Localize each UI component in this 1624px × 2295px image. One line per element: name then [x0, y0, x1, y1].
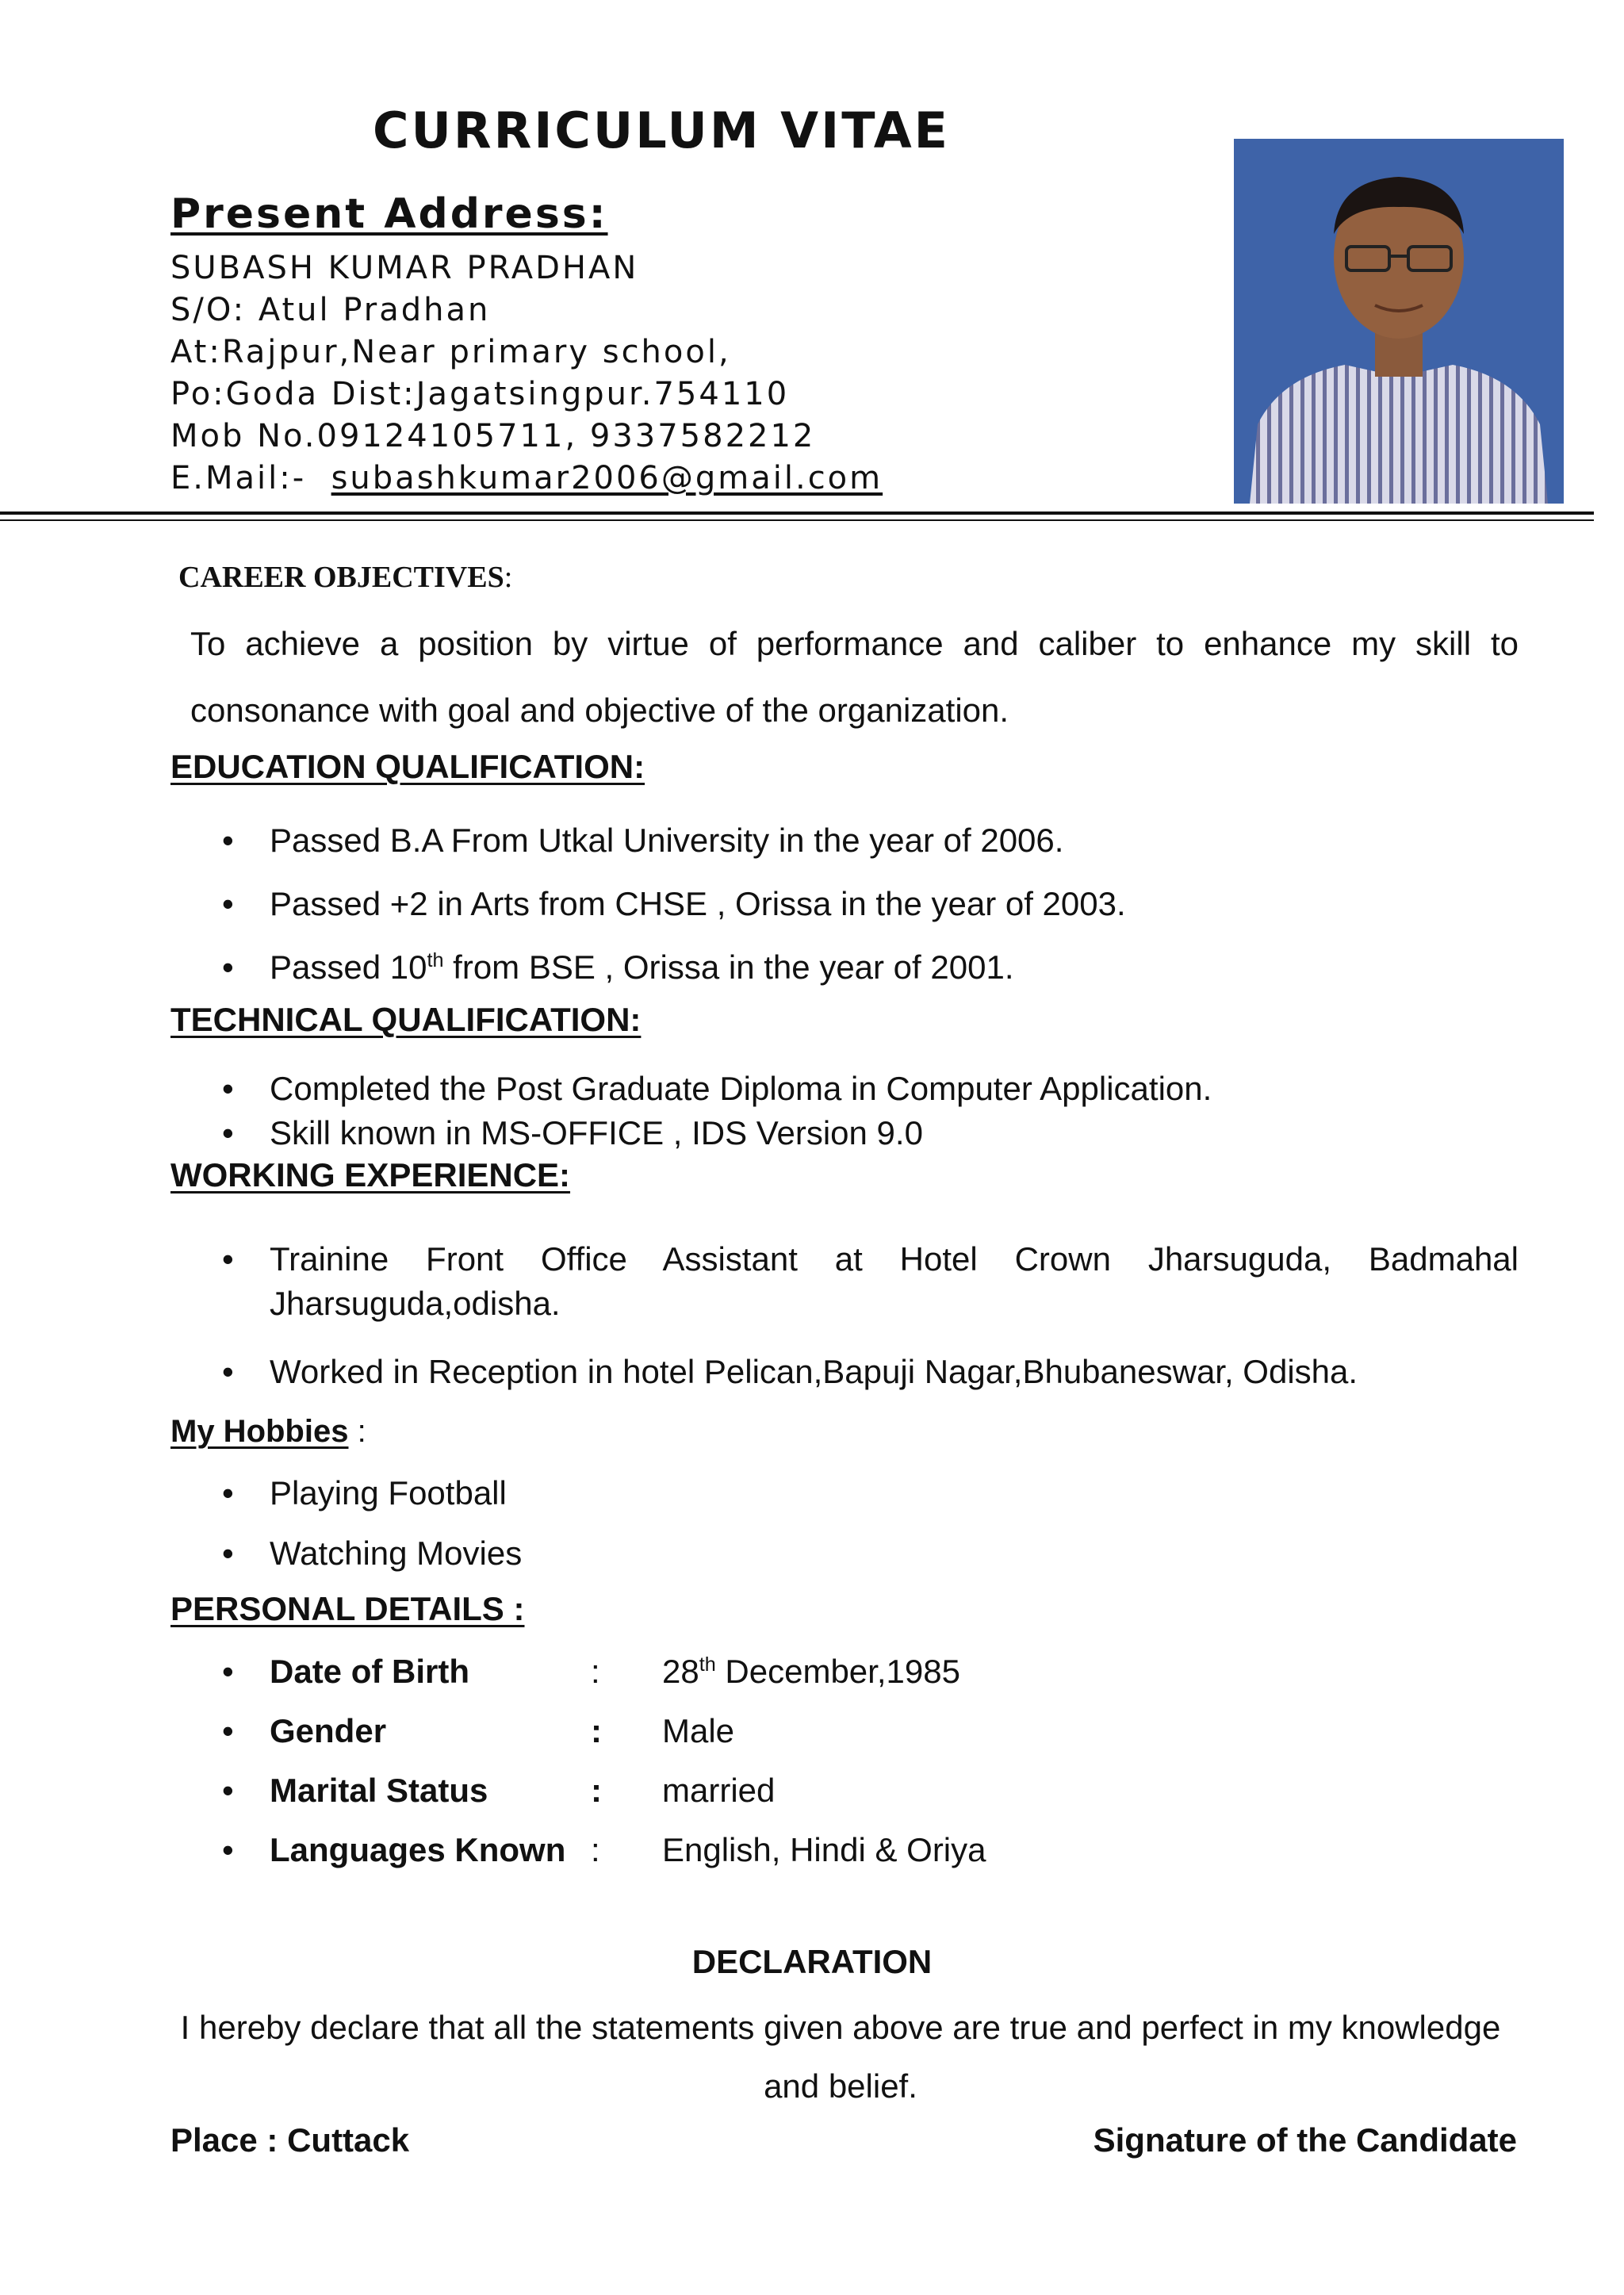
candidate-name: SUBASH KUMAR PRADHAN	[170, 250, 639, 286]
hobbies-heading: My Hobbies :	[170, 1414, 366, 1449]
list-item: • Watching Movies	[222, 1523, 522, 1584]
work-list	[222, 1237, 1519, 1418]
email-row	[170, 458, 883, 500]
address-block	[170, 247, 883, 500]
technical-heading: TECHNICAL QUALIFICATION:	[170, 1001, 642, 1038]
technical-list	[222, 1067, 1212, 1155]
hobbies-list	[222, 1463, 522, 1584]
candidate-photo	[1234, 139, 1564, 504]
list-item: • Passed B.A From Utkal University in the year of 2006.	[222, 809, 1126, 872]
list-item	[222, 1237, 1519, 1326]
declaration-text: I hereby declare that all the statements given above are true and perfect in my knowledge and belief.	[180, 2009, 1501, 2105]
header-divider-thin	[0, 519, 1594, 521]
career-objective-text: To achieve a position by virtue of performance and caliber to enhance my skill to consonance with goal and objective of the organization.	[190, 625, 1519, 729]
personal-details-list	[222, 1642, 986, 1879]
list-item: • Skill known in MS-OFFICE , IDS Version 9.0	[222, 1111, 1212, 1155]
education-heading: EDUCATION QUALIFICATION:	[170, 748, 645, 785]
career-objectives-heading: CAREER OBJECTIVES:	[178, 561, 513, 594]
address-line-at: At:Rajpur,Near primary school,	[170, 334, 731, 370]
mobile-numbers: Mob No.09124105711, 9337582212	[170, 418, 816, 454]
father-name: S/O: Atul Pradhan	[170, 292, 491, 328]
detail-row-dob: • Date of Birth : 28th December,1985	[222, 1642, 986, 1701]
declaration-heading: DECLARATION	[691, 1943, 933, 1980]
list-item: • Completed the Post Graduate Diploma in Computer Application.	[222, 1067, 1212, 1111]
address-line-po: Po:Goda Dist:Jagatsingpur.754110	[170, 376, 790, 412]
education-list	[222, 809, 1126, 999]
detail-row-gender: • Gender : Male	[222, 1701, 986, 1761]
list-item: • Passed 10th from BSE , Orissa in the year of 2001.	[222, 936, 1126, 999]
email-link[interactable]: subashkumar2006@gmail.com	[331, 460, 883, 496]
header-divider	[0, 511, 1594, 515]
personal-details-heading: PERSONAL DETAILS :	[170, 1590, 525, 1627]
list-item: • Playing Football	[222, 1463, 522, 1523]
detail-row-marital: • Marital Status : married	[222, 1761, 986, 1820]
list-item: • Worked in Reception in hotel Pelican,Bapuji Nagar,Bhubaneswar, Odisha.	[222, 1350, 1519, 1394]
work-item-line-2: Jharsuguda,odisha.	[270, 1285, 561, 1322]
present-address-heading: Present Address:	[170, 190, 608, 238]
email-label: E.Mail:-	[170, 460, 307, 496]
signature-label: Signature of the Candidate	[1093, 2121, 1517, 2159]
document-title: CURRICULUM VITAE	[373, 102, 951, 159]
detail-row-languages: • Languages Known : English, Hindi & Oriya	[222, 1820, 986, 1879]
work-item-line-1: • Trainine Front Office Assistant at Hotel Crown Jharsuguda, Badmahal	[270, 1240, 1519, 1278]
list-item: • Passed +2 in Arts from CHSE , Orissa in the year of 2003.	[222, 872, 1126, 936]
work-heading: WORKING EXPERIENCE:	[170, 1156, 571, 1193]
place-label: Place : Cuttack	[170, 2121, 410, 2159]
